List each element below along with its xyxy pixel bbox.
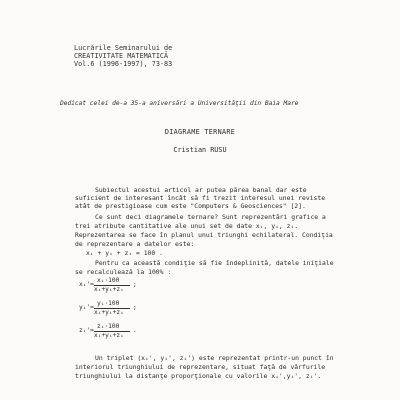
formula-denominator: xᵢ+yᵢ+zᵢ [94,309,124,316]
formula-denominator: xᵢ+yᵢ+zᵢ [94,286,124,293]
paragraph-line: Pentru ca această condiţie să fie îndeplinită, datele iniţiale [95,259,334,267]
formula-numerator: yᵢ·100 [97,300,120,307]
formula-lhs: xᵢ'= [79,281,94,288]
formula-lhs: yᵢ'= [79,304,94,311]
paragraph-line: se recalculează la 100% : [75,268,172,276]
paragraph-line: atât de prestigioase cum este "Computers & Geosciences" [2]. [75,202,306,210]
volume-pages-line: Vol.6 (1996-1997), 73-83 [74,60,173,68]
equation-line: xᵢ + yᵢ + zᵢ = 100 . [86,249,163,257]
paragraph-line: suficient de interesant încât să fi trezit interesul unei reviste [75,194,326,202]
journal-name-line: Lucrările Seminarului de [74,44,173,52]
article-title: DIAGRAME TERNARE [164,128,236,136]
paragraph-line: Subiectul acestui articol ar putea părea banal dar este [95,186,307,194]
paragraph-line: Reprezentarea se face în planul unui triunghi echilateral. Condiţia [75,231,333,239]
paragraph-line: Un triplet (xᵢ', yᵢ', zᵢ') este reprezentat printr-un punct în [95,354,334,362]
paragraph-line: trei atribute cantitative ale unui set de date xᵢ, yᵢ, zᵢ. [75,222,299,230]
formula-denominator: xᵢ+yᵢ+zᵢ [94,332,124,339]
dedication: Dedicat celei de-a 35-a aniversări a Universităţii din Baia Mare [60,100,299,107]
formula-punctuation: ; [133,304,137,311]
paragraph-line: Ce sunt deci diagramele ternare? Sunt reprezentări grafice a [95,213,326,221]
formula-numerator: xᵢ·100 [97,277,120,284]
paragraph-line: de reprezentare a datelor este: [75,240,195,248]
journal-subtitle-line: CREATIVITATE MATEMATICĂ [74,52,169,60]
formula-punctuation: ; [133,281,137,288]
formula-numerator: zᵢ·100 [97,323,120,330]
article-author: Cristian RUSU [173,146,227,154]
formula-lhs: zᵢ'= [79,327,94,334]
paragraph-line: interiorul triunghiului de reprezentare, situat faţă de vârfurile [75,363,326,371]
paragraph-line: triunghiului la distanţe proporţionale cu valorile xᵢ',yᵢ', zᵢ'. [75,372,322,380]
formula-punctuation: . [133,327,137,334]
